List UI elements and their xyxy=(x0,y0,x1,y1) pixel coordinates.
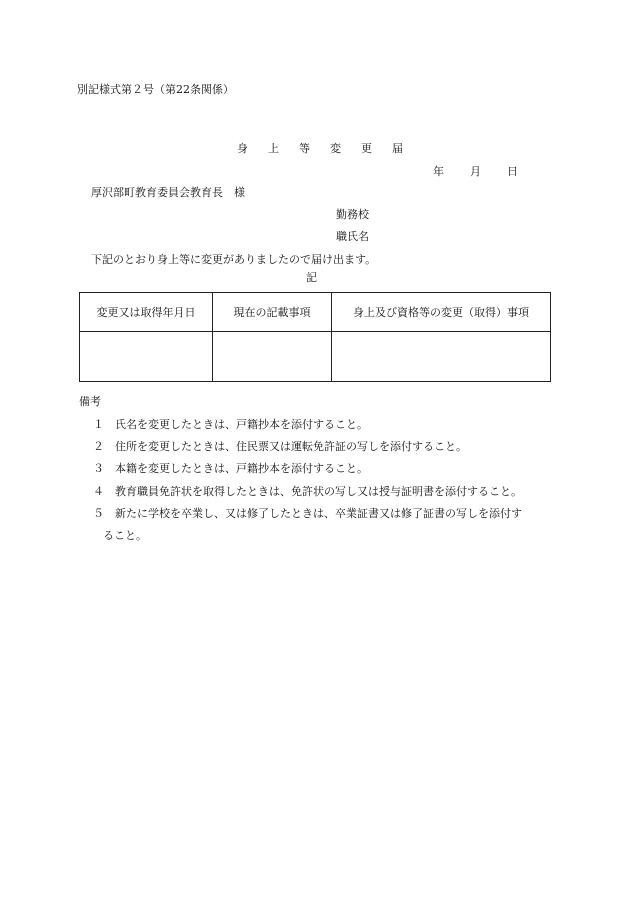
date-year: 年 xyxy=(433,165,444,178)
name-label: 職氏名 xyxy=(336,230,369,243)
note-number: ３ xyxy=(93,462,104,475)
header-changed-item: 身上及び資格等の変更（取得）事項 xyxy=(332,293,551,332)
form-title xyxy=(0,143,630,154)
title-char: 更 xyxy=(361,142,372,155)
addressee: 厚沢部町教育委員会教育長 様 xyxy=(91,186,245,199)
form-number: 別記様式第２号（第22条関係） xyxy=(77,83,234,96)
note-number: ２ xyxy=(93,440,104,453)
ki-heading: 記 xyxy=(306,271,317,284)
note-number: ５ xyxy=(93,507,104,520)
note-text: 新たに学校を卒業し、又は修了したときは、卒業証書又は修了証書の写しを添付す xyxy=(115,507,522,520)
cell-changed-item[interactable] xyxy=(332,332,551,382)
date-line xyxy=(433,166,518,177)
note-item xyxy=(93,508,522,519)
table-header-row xyxy=(80,293,551,332)
note-number: １ xyxy=(93,418,104,431)
header-change-date: 変更又は取得年月日 xyxy=(80,293,213,332)
intro-text: 下記のとおり身上等に変更がありましたので届け出ます。 xyxy=(91,253,377,266)
date-month: 月 xyxy=(470,165,481,178)
note-text: 住所を変更したときは、住民票又は運転免許証の写しを添付すること。 xyxy=(115,440,467,453)
note-item xyxy=(93,463,368,474)
note-text: 氏名を変更したときは、戸籍抄本を添付すること。 xyxy=(115,418,368,431)
title-char: 身 xyxy=(237,142,248,155)
notes-heading: 備考 xyxy=(79,395,101,408)
date-day: 日 xyxy=(507,165,518,178)
changes-table xyxy=(79,292,551,382)
cell-current-entry[interactable] xyxy=(213,332,332,382)
note-item xyxy=(93,419,368,430)
note-text: 教育職員免許状を取得したときは、免許状の写し又は授与証明書を添付すること。 xyxy=(115,485,522,498)
note-item xyxy=(93,486,522,497)
note-number: ４ xyxy=(93,485,104,498)
title-char: 上 xyxy=(268,142,279,155)
note-text: 本籍を変更したときは、戸籍抄本を添付すること。 xyxy=(115,462,368,475)
school-label: 勤務校 xyxy=(336,208,369,221)
title-char: 変 xyxy=(330,142,341,155)
title-char: 届 xyxy=(392,142,403,155)
title-char: 等 xyxy=(299,142,310,155)
header-current-entry: 現在の記載事項 xyxy=(213,293,332,332)
cell-change-date[interactable] xyxy=(80,332,213,382)
note-item xyxy=(93,441,467,452)
note-5-continuation: ること。 xyxy=(103,529,147,542)
table-row xyxy=(80,332,551,382)
